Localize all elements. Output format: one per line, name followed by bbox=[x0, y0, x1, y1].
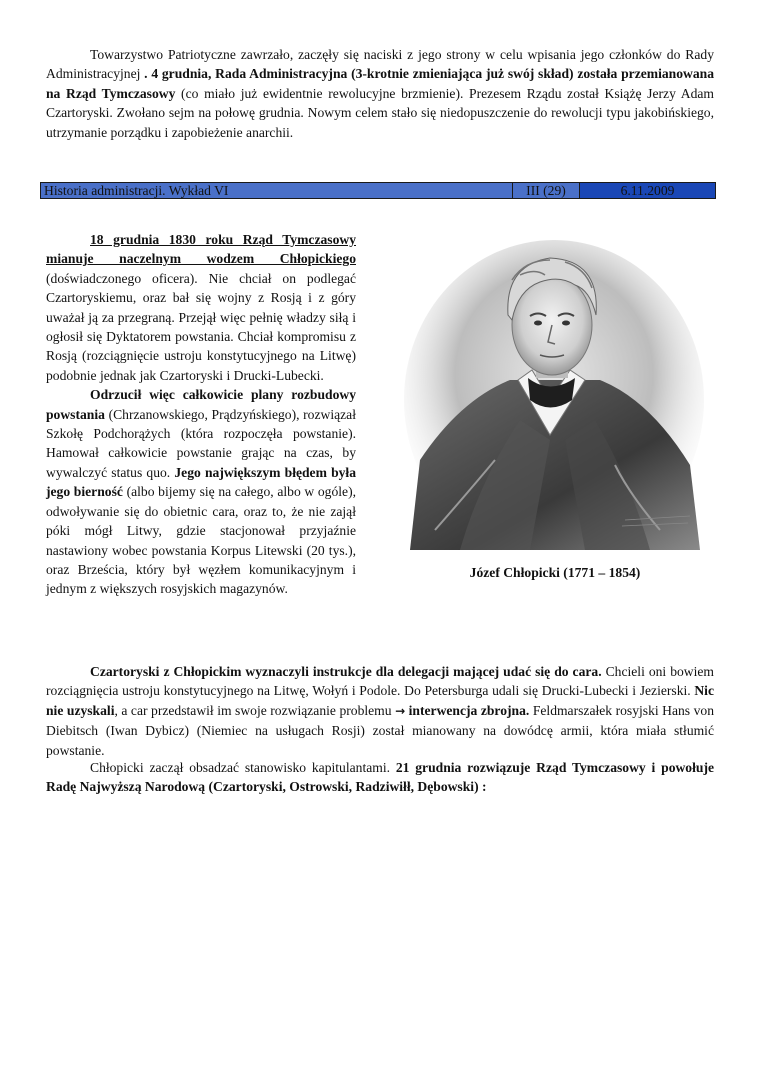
delegation-paragraph bbox=[46, 662, 714, 760]
delegation-bold-3: interwencja zbrojna. bbox=[405, 702, 530, 718]
capitulation-text: Chłopicki zaczął obsadzać stanowisko kapitulantami. bbox=[90, 760, 396, 775]
appointment-heading: 18 grudnia 1830 roku Rząd Tymczasowy mianuje naczelnym wodzem Chłopickiego bbox=[46, 232, 356, 267]
intro-text-1: Towarzystwo Patriotyczne zawrzało, zaczęły się naciski z jego strony w celu wpisania jego członków do Rady Administracyjnej bbox=[46, 47, 714, 82]
intro-text-2: (co miało już ewidentnie rewolucyjne brzmienie). Prezesem Rządu został Książę Jerzy Adam Czartoryski. Zwołano sejm na połowę grudnia. Nowym celem stało się niedopuszczenie do rewolucji typu jakobińskiego, utrzymanie porządku i zapobieżenie anarchii. bbox=[46, 85, 714, 140]
lecture-header-bar bbox=[40, 182, 716, 199]
portrait-caption: Józef Chłopicki (1771 – 1854) bbox=[469, 565, 641, 580]
left-column bbox=[46, 230, 356, 599]
left-p2-text-1: (Chrzanowskiego, Prądzyńskiego), rozwiązał Szkołę Podchorążych (która rozpoczęła powstanie). Hamował całkowicie powstanie grając na czas, by wywalczyć status quo. bbox=[46, 406, 356, 480]
chlopicki-portrait-image bbox=[400, 230, 708, 550]
intro-paragraph bbox=[46, 45, 714, 142]
page-number: III (29) bbox=[513, 183, 580, 198]
capitulation-bold: 21 grudnia rozwiązuje Rząd Tymczasowy i powołuje Radę Najwyższą Narodową (Czartoryski, Ostrowski, Radziwiłł, Dębowski) : bbox=[46, 760, 714, 795]
capitulation-paragraph bbox=[46, 758, 714, 797]
left-p2-bold-1: Odrzucił więc całkowicie plany rozbudowy powstania bbox=[46, 387, 356, 422]
left-paragraph-2 bbox=[46, 385, 356, 598]
arrow-right-icon: → bbox=[395, 703, 406, 718]
left-p2-bold-2: Jego największym błędem była jego bierność bbox=[46, 464, 357, 500]
left-p2-text-2: (albo bijemy się na całego, albo w ogóle), odwoływanie się do obietnic cara, oraz to, że nie zajął póki mógł Litwy, gdzie stacjonował przyjaźnie nastawiony wobec powstania Korpus Litewski (20 tys.), oraz Brześcia, który był węzłem komunikacyjnym i jednym z większych rosyjskich magazynów. bbox=[46, 484, 356, 597]
delegation-text-2: , a car przedstawił im swoje rozwiązanie problemu bbox=[114, 702, 396, 718]
lecture-date: 6.11.2009 bbox=[580, 183, 715, 198]
left-p1-text: (doświadczonego oficera). Nie chciał on podlegać Czartoryskiemu, oraz bał się wojny z Rosją i z góry uważał ją za przegraną. Przejął więc pełnię władzy siłą i ogłosił się Dyktatorem powstania. Chciał kompromisu z Rosją (rozciągnięcie ustroju konstytucyjnego na Litwę) podobnie jednak jak Czartoryski i Drucki-Lubecki. bbox=[46, 270, 356, 383]
intro-bold: . 4 grudnia, Rada Administracyjna (3-krotnie zmieniająca już swój skład) została przemianowana na Rząd Tymczasowy bbox=[46, 66, 714, 101]
delegation-text-1: Chcieli oni bowiem rozciągnięcia ustroju konstytucyjnego na Litwę, Wołyń i Podole. Do Petersburga udali się Drucki-Lubecki i Jezierski. bbox=[46, 664, 714, 699]
lecture-title: Historia administracji. Wykład VI bbox=[41, 183, 513, 198]
delegation-text-3: Feldmarszałek rosyjski Hans von Diebitsch (Iwan Dybicz) (Niemiec na usługach Rosji) został mianowany na dowódcę armii, która miała stłumić powstanie. bbox=[46, 702, 714, 758]
delegation-bold-2: Nic nie uzyskali bbox=[46, 683, 714, 718]
left-paragraph-1 bbox=[46, 230, 356, 385]
delegation-bold-1: Czartoryski z Chłopickim wyznaczyli instrukcje dla delegacji mającej udać się do cara. bbox=[90, 664, 602, 679]
